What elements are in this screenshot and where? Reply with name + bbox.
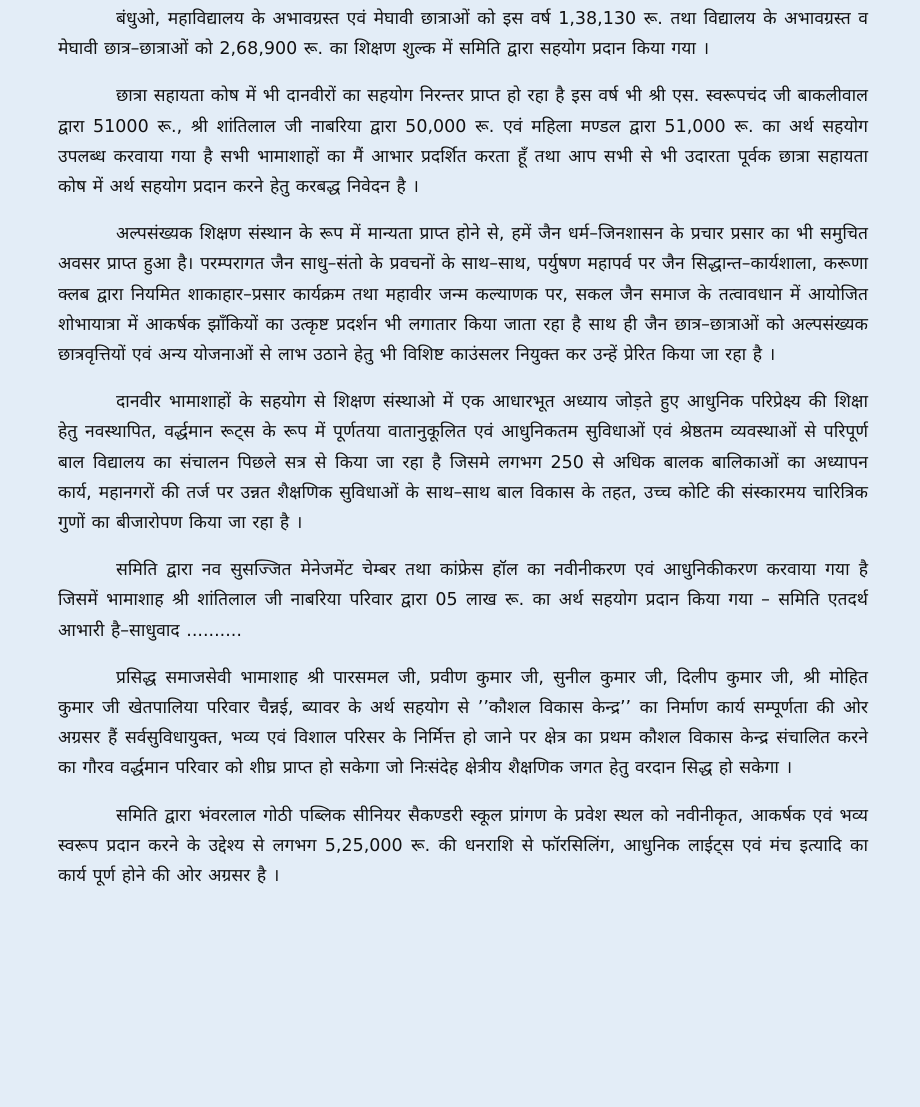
paragraph-management-chamber: समिति द्वारा नव सुसज्जित मेनेजमेंट चेम्बर तथा कांफ्रेस हॉल का नवीनीकरण एवं आधुनिकीकरण करवाया गया है जिसमें भामाशाह श्री शांतिलाल जी नाबरिया परिवार द्वारा 05 लाख रू. का अर्थ सहयोग प्रदान किया गया – समिति एतदर्थ आभारी है–साधुवाद .......... — [58, 560, 868, 641]
paragraph-minority-institution: अल्पसंख्यक शिक्षण संस्थान के रूप में मान्यता प्राप्त होने से, हमें जैन धर्म–जिनशासन के प्रचार प्रसार का भी समुचित अवसर प्राप्त हुआ है। परम्परागत जैन साधु–संतो के प्रवचनों के साथ–साथ, पर्युषण महापर्व पर जैन सिद्धान्त–कार्यशाला, करूणा क्लब द्वारा नियमित शाकाहार–प्रसार कार्यक्रम तथा महावीर जन्म कल्याणक पर, सकल जैन समाज के तत्वावधान में आयोजित शोभायात्रा में आकर्षक झाँकियों का उत्कृष्ट प्रदर्शन भी लगातार किया जाता रहा है साथ ही जैन छात्र–छात्राओं को अल्पसंख्यक छात्रवृत्तियों एवं अन्य योजनाओं से लाभ उठाने हेतु भी विशिष्ट काउंसलर नियुक्त कर उन्हें प्रेरित किया जा रहा है । — [58, 224, 868, 366]
paragraph-student-aid-fund: छात्रा सहायता कोष में भी दानवीरों का सहयोग निरन्तर प्राप्त हो रहा है इस वर्ष भी श्री एस. स्वरूपचंद जी बाकलीवाल द्वारा 51000 रू., श्री शांतिलाल जी नाबरिया द्वारा 50,000 रू. एवं महिला मण्डल द्वारा 51,000 रू. का अर्थ सहयोग उपलब्ध करवाया गया है सभी भामाशाहों का मैं आभार प्रदर्शित करता हूँ तथा आप सभी से भी उदारता पूर्वक छात्रा सहायता कोष में अर्थ सहयोग प्रदान करने हेतु करबद्ध निवेदन है । — [58, 86, 868, 198]
paragraph-school-entrance: समिति द्वारा भंवरलाल गोठी पब्लिक सीनियर सैकण्डरी स्कूल प्रांगण के प्रवेश स्थल को नवीनीकृत, आकर्षक एवं भव्य स्वरूप प्रदान करने के उद्देश्य से लगभग 5,25,000 रू. की धनराशि से फॉरसिलिंग, आधुनिक लाईट्स एवं मंच इत्यादि का कार्य पूर्ण होने की ओर अग्रसर है । — [58, 805, 868, 887]
paragraph-vardhman-roots-school: दानवीर भामाशाहों के सहयोग से शिक्षण संस्थाओ में एक आधारभूत अध्याय जोड़ते हुए आधुनिक परिप्रेक्ष्य की शिक्षा हेतु नवस्थापित, वर्द्धमान रूट्स के रूप में पूर्णतया वातानुकूलित एवं आधुनिकतम सुविधाओं एवं श्रेष्ठतम व्यवस्थाओं से परिपूर्ण बाल विद्यालय का संचालन पिछले सत्र से किया जा रहा है जिसमे लगभग 250 से अधिक बालक बालिकाओं का अध्यापन कार्य, महानगरों की तर्ज पर उन्नत शैक्षणिक सुविधाओं के साथ–साथ बाल विकास के तहत, उच्च कोटि की संस्कारमय चारित्रिक गुणों का बीजारोपण किया जा रहा है । — [58, 392, 868, 534]
paragraph-student-fee-support: बंधुओ, महाविद्यालय के अभावग्रस्त एवं मेघावी छात्राओं को इस वर्ष 1,38,130 रू. तथा विद्यालय के अभावग्रस्त व मेघावी छात्र–छात्राओं को 2,68,900 रू. का शिक्षण शुल्क में समिति द्वारा सहयोग प्रदान किया गया । — [58, 9, 868, 60]
paragraph-skill-development-centre: प्रसिद्ध समाजसेवी भामाशाह श्री पारसमल जी, प्रवीण कुमार जी, सुनील कुमार जी, दिलीप कुमार जी, श्री मोहित कुमार जी खेतपालिया परिवार चैन्नई, ब्यावर के अर्थ सहयोग से ’’कौशल विकास केन्द्र’’ का निर्माण कार्य सम्पूर्णता की ओर अग्रसर हैं सर्वसुविधायुक्त, भव्य एवं विशाल परिसर के निर्मित्त हो जाने पर क्षेत्र का प्रथम कौशल विकास केन्द्र संचालित करने का गौरव वर्द्धमान परिवार को शीघ्र प्राप्त हो सकेगा जो निःसंदेह क्षेत्रीय शैक्षणिक जगत हेतु वरदान सिद्ध हो सकेगा । — [58, 667, 869, 779]
